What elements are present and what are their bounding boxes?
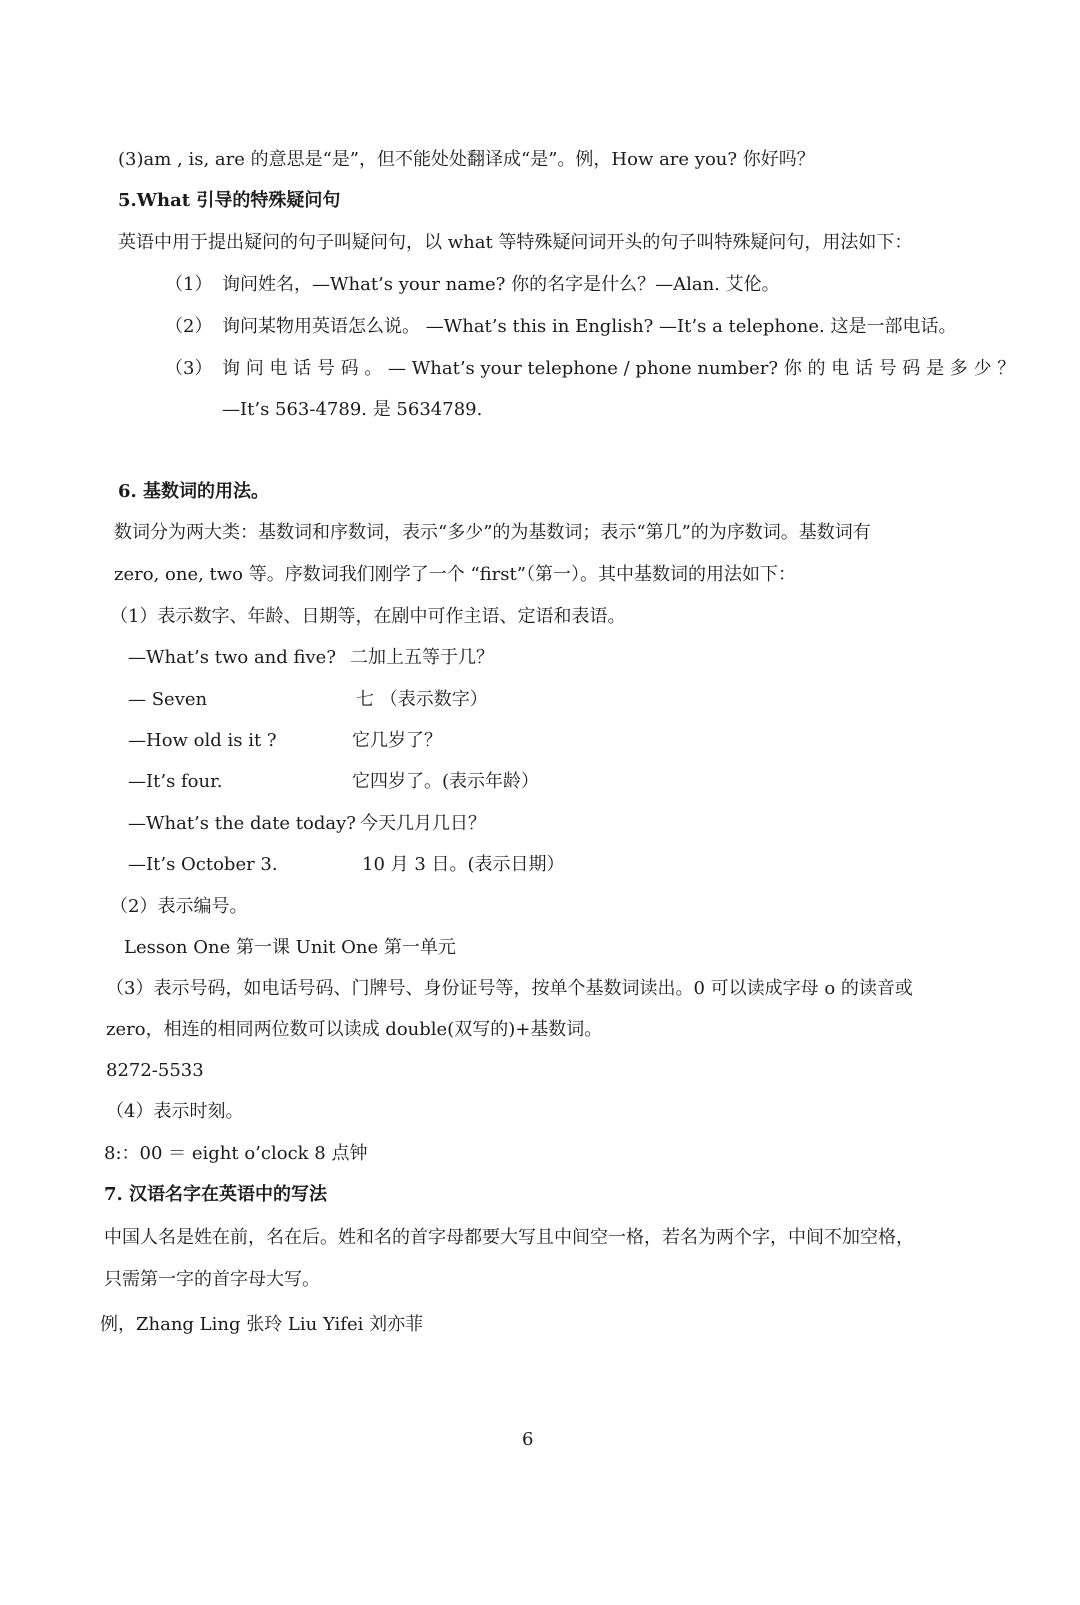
example-chinese: 它几岁了？: [352, 730, 442, 751]
example-english: — Seven: [128, 689, 208, 710]
example-english: —What’s the date today?: [128, 813, 356, 834]
section5-item2-number: （2）: [165, 316, 213, 337]
example-english: —It’s four.: [128, 771, 223, 792]
section6-intro-line2: zero, one, two 等。序数词我们刚学了一个 “first”（第一）。其中基数词的用法如下：: [114, 564, 796, 585]
example-english: —How old is it ?: [128, 730, 277, 751]
section6-usage4-example: 8:：00 ＝ eight o’clock 8 点钟: [104, 1143, 368, 1164]
section6-usage3-line2: zero，相连的相同两位数可以读成 double(双写的)+基数词。: [106, 1019, 603, 1040]
section5-intro: 英语中用于提出疑问的句子叫疑问句，以 what 等特殊疑问词开头的句子叫特殊疑问句，用法如下：: [118, 232, 913, 253]
example-chinese: 今天几月几日？: [360, 813, 486, 834]
section5-item3-continuation: —It’s 563-4789. 是 5634789.: [222, 399, 483, 420]
section6-heading: 6. 基数词的用法。: [118, 481, 270, 502]
example-chinese: 二加上五等于几？: [350, 647, 494, 668]
section6-usage2-example: Lesson One 第一课 Unit One 第一单元: [124, 937, 456, 958]
section6-intro-line1: 数词分为两大类：基数词和序数词，表示“多少”的为基数词；表示“第几”的为序数词。基数词有: [114, 522, 871, 543]
section7-line2: 只需第一字的首字母大写。: [104, 1269, 320, 1290]
section7-example: 例，Zhang Ling 张玲 Liu Yifei 刘亦菲: [100, 1314, 424, 1335]
section6-usage3-example: 8272-5533: [106, 1060, 204, 1081]
section7-line1: 中国人名是姓在前，名在后。姓和名的首字母都要大写且中间空一格，若名为两个字，中间不加空格，: [104, 1227, 914, 1248]
section5-item2-text: 询问某物用英语怎么说。 —What’s this in English? —It’s a telephone. 这是一部电话。: [222, 316, 957, 337]
example-chinese: 10 月 3 日。(表示日期）: [362, 854, 565, 875]
section5-item1-text: 询问姓名，—What’s your name? 你的名字是什么？—Alan. 艾伦。: [222, 274, 780, 295]
example-english: —What’s two and five?: [128, 647, 336, 668]
section6-usage4: （4）表示时刻。: [106, 1101, 244, 1122]
section6-usage1: （1）表示数字、年龄、日期等，在剧中可作主语、定语和表语。: [110, 606, 626, 627]
example-chinese: 它四岁了。(表示年龄）: [352, 771, 540, 792]
section6-usage2: （2）表示编号。: [110, 896, 248, 917]
section5-item1-number: （1）: [165, 274, 213, 295]
example-english: —It’s October 3.: [128, 854, 278, 875]
example-chinese: 七 （表示数字）: [356, 689, 488, 710]
section6-usage3-line1: （3）表示号码，如电话号码、门牌号、身份证号等，按单个基数词读出。0 可以读成字母 o 的读音或: [106, 978, 913, 999]
section5-item3-text: 询 问 电 话 号 码 。 — What’s your telephone / phone number? 你 的 电 话 号 码 是 多 少 ？: [222, 358, 1016, 379]
page-number: 6: [522, 1429, 534, 1450]
section5-item3-number: （3）: [165, 358, 213, 379]
section7-heading: 7. 汉语名字在英语中的写法: [104, 1184, 328, 1205]
section5-heading: 5.What 引导的特殊疑问句: [118, 190, 341, 211]
section4-point3: (3)am , is, are 的意思是“是”，但不能处处翻译成“是”。例，How are you? 你好吗？: [118, 149, 815, 170]
